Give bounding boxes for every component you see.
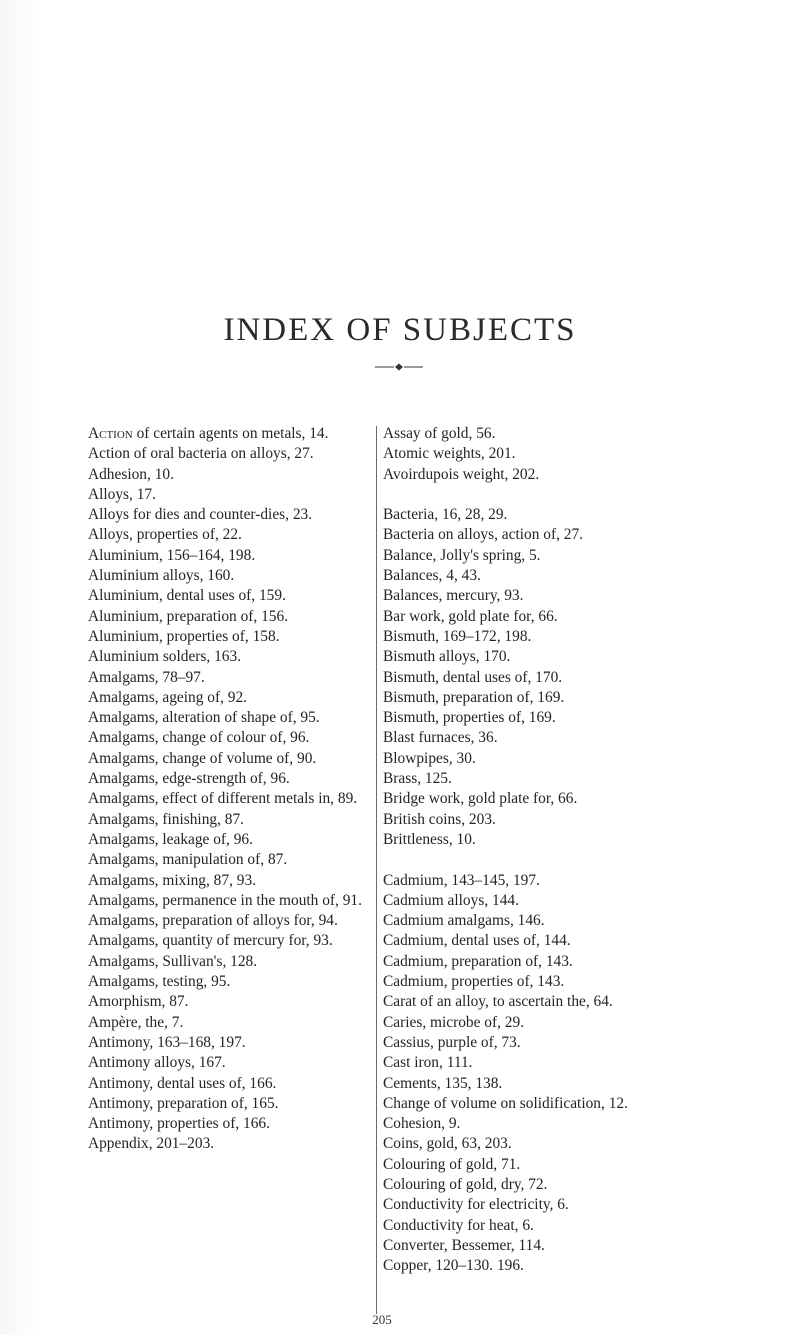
- index-entry: Bismuth, preparation of, 169.: [383, 688, 565, 706]
- index-entry: Bacteria on alloys, action of, 27.: [383, 526, 584, 544]
- index-entry: Balances, mercury, 93.: [383, 587, 524, 605]
- index-entry: Cadmium, 143–145, 197.: [383, 871, 540, 889]
- index-entry: Brittleness, 10.: [383, 830, 476, 848]
- index-entry: Aluminium alloys, 160.: [88, 567, 235, 585]
- index-entry: Cadmium, properties of, 143.: [383, 973, 565, 991]
- page-number: 205: [372, 1312, 392, 1327]
- index-entry: Coins, gold, 63, 203.: [383, 1135, 512, 1153]
- index-entry: Amorphism, 87.: [88, 993, 189, 1011]
- index-entry: Amalgams, testing, 95.: [88, 973, 231, 991]
- index-entry: Antimony, preparation of, 165.: [88, 1094, 279, 1112]
- letter-group-gap: [383, 850, 683, 870]
- index-entry: Aluminium, properties of, 158.: [88, 627, 280, 645]
- index-entry: Colouring of gold, 71.: [383, 1155, 521, 1173]
- index-entry: Balance, Jolly's spring, 5.: [383, 546, 541, 564]
- column-divider: [376, 426, 377, 1314]
- index-entry: Cements, 135, 138.: [383, 1074, 503, 1092]
- index-entry: Carat of an alloy, to ascertain the, 64.: [383, 993, 613, 1011]
- index-entry: Amalgams, mixing, 87, 93.: [88, 871, 257, 889]
- index-entry: Conductivity for heat, 6.: [383, 1216, 534, 1234]
- index-entry: Avoirdupois weight, 202.: [383, 465, 540, 483]
- index-entry: Aluminium, preparation of, 156.: [88, 607, 289, 625]
- lead-word: Action: [88, 425, 133, 442]
- index-entry: Amalgams, finishing, 87.: [88, 810, 245, 828]
- index-entry: Colouring of gold, dry, 72.: [383, 1175, 548, 1193]
- index-entry: Caries, microbe of, 29.: [383, 1013, 525, 1031]
- index-entry: Bridge work, gold plate for, 66.: [383, 790, 578, 808]
- index-entry: Copper, 120–130. 196.: [383, 1257, 524, 1275]
- letter-group-gap: [383, 485, 683, 505]
- index-entry: Aluminium, 156–164, 198.: [88, 546, 256, 564]
- index-entry: Amalgams, manipulation of, 87.: [88, 851, 288, 869]
- index-entry: Bismuth alloys, 170.: [383, 648, 511, 666]
- right-column: [383, 424, 683, 1276]
- index-entry: Aluminium, dental uses of, 159.: [88, 587, 286, 605]
- index-entry: Amalgams, quantity of mercury for, 93.: [88, 932, 333, 950]
- index-entry: Antimony, properties of, 166.: [88, 1115, 270, 1133]
- index-entry: Cadmium alloys, 144.: [383, 891, 519, 909]
- index-entry: Amalgams, preparation of alloys for, 94.: [88, 912, 338, 930]
- index-entry: Blowpipes, 30.: [383, 749, 476, 767]
- index-entry: Amalgams, 78–97.: [88, 668, 205, 686]
- index-entry: Adhesion, 10.: [88, 465, 174, 483]
- index-entry: Cassius, purple of, 73.: [383, 1033, 521, 1051]
- index-entry: Alloys, properties of, 22.: [88, 526, 242, 544]
- index-entry: Bacteria, 16, 28, 29.: [383, 506, 508, 524]
- index-entry: Amalgams, leakage of, 96.: [88, 830, 253, 848]
- index-entry: Amalgams, change of volume of, 90.: [88, 749, 317, 767]
- index-entry: Bismuth, properties of, 169.: [383, 709, 556, 727]
- index-entry: Cadmium amalgams, 146.: [383, 912, 545, 930]
- index-entry: Converter, Bessemer, 114.: [383, 1236, 545, 1254]
- index-entry: Alloys for dies and counter-dies, 23.: [88, 506, 313, 524]
- index-entry: Antimony, 163–168, 197.: [88, 1033, 246, 1051]
- left-column: [88, 424, 370, 1155]
- index-entry: Cohesion, 9.: [383, 1115, 461, 1133]
- index-entry: Cadmium, preparation of, 143.: [383, 952, 573, 970]
- index-entry: Amalgams, ageing of, 92.: [88, 688, 248, 706]
- index-entry: Balances, 4, 43.: [383, 567, 481, 585]
- index-entry: Antimony alloys, 167.: [88, 1054, 226, 1072]
- title-ornament: [375, 362, 423, 372]
- index-entry: Alloys, 17.: [88, 485, 156, 503]
- index-entry: Action of certain agents on metals, 14.: [88, 425, 329, 442]
- index-entry: Conductivity for electricity, 6.: [383, 1196, 569, 1214]
- index-entry: Bar work, gold plate for, 66.: [383, 607, 558, 625]
- index-entry: Antimony, dental uses of, 166.: [88, 1074, 277, 1092]
- index-entry: Cadmium, dental uses of, 144.: [383, 932, 571, 950]
- index-entry: Amalgams, change of colour of, 96.: [88, 729, 310, 747]
- index-entry: Action of oral bacteria on alloys, 27.: [88, 445, 314, 463]
- index-entry: Aluminium solders, 163.: [88, 648, 242, 666]
- index-entry: Bismuth, dental uses of, 170.: [383, 668, 563, 686]
- index-entry: Amalgams, alteration of shape of, 95.: [88, 709, 320, 727]
- index-entry: Brass, 125.: [383, 770, 452, 788]
- index-entry: Blast furnaces, 36.: [383, 729, 498, 747]
- index-entry: British coins, 203.: [383, 810, 496, 828]
- index-entry: Bismuth, 169–172, 198.: [383, 627, 532, 645]
- index-entry: Change of volume on solidification, 12.: [383, 1094, 628, 1112]
- index-entry: Amalgams, permanence in the mouth of, 91.: [88, 891, 362, 909]
- index-entry: Assay of gold, 56.: [383, 425, 496, 442]
- index-entry: Amalgams, edge-strength of, 96.: [88, 770, 290, 788]
- index-entry: Appendix, 201–203.: [88, 1135, 215, 1153]
- index-entry: Cast iron, 111.: [383, 1054, 473, 1072]
- index-entry: Amalgams, effect of different metals in, 89.: [88, 790, 358, 808]
- index-entry: Atomic weights, 201.: [383, 445, 516, 463]
- index-entry: Ampère, the, 7.: [88, 1013, 184, 1031]
- page-title: INDEX OF SUBJECTS: [223, 312, 577, 348]
- index-entry: Amalgams, Sullivan's, 128.: [88, 952, 258, 970]
